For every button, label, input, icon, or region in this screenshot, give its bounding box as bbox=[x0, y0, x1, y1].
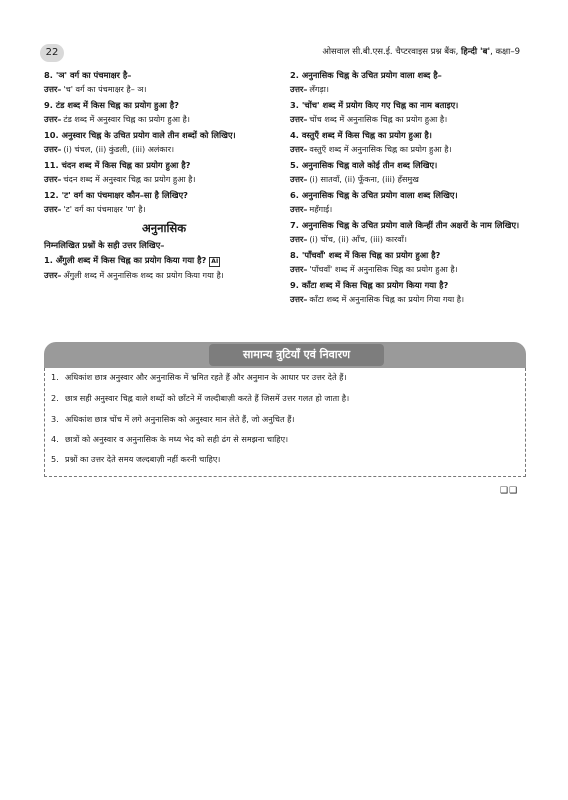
error-text: प्रश्नों का उत्तर देते समय जल्दबाज़ी नहीं करनी चाहिए। bbox=[65, 454, 221, 464]
answer-label: उत्तर– bbox=[44, 174, 62, 184]
question-9: 9. काँटा शब्द में किस चिह्न का प्रयोग किया गया है? bbox=[290, 280, 449, 290]
section-title-anunasik: अनुनासिक bbox=[141, 221, 187, 235]
common-errors-header bbox=[44, 342, 526, 368]
question-4: 4. वस्तुएँ शब्द में किस चिह्न का प्रयोग हुआ है। bbox=[290, 130, 432, 140]
answer-label: उत्तर– bbox=[290, 264, 308, 274]
answer-label: उत्तर– bbox=[44, 204, 62, 214]
answer-text: अँगुली शब्द में अनुनासिक शब्द का प्रयोग किया गया है। bbox=[63, 270, 224, 280]
answer-label: उत्तर– bbox=[290, 114, 308, 124]
answer-label: उत्तर– bbox=[290, 84, 308, 94]
answer-text: टंड शब्द में अनुस्वार चिह्न का प्रयोग हुआ है। bbox=[63, 114, 190, 124]
question-10: 10. अनुस्वार चिह्न के उचित प्रयोग वाले तीन शब्दों को लिखिए। bbox=[44, 130, 236, 140]
answer-label: उत्तर– bbox=[290, 204, 308, 214]
answer-label: उत्तर– bbox=[44, 270, 62, 280]
running-head-subject: हिन्दी 'ब' bbox=[461, 47, 491, 57]
running-head-prefix: ओसवाल सी.बी.एस.ई. चैप्टरवाइस प्रश्न बैंक, bbox=[322, 47, 459, 57]
answer-8 bbox=[290, 263, 526, 275]
answer-text: काँटा शब्द में अनुनासिक चिह्न का प्रयोग गिया गया है। bbox=[309, 294, 465, 304]
error-number: 5. bbox=[51, 454, 59, 464]
question-8: 8. 'पाँचवाँ' शब्द में किस चिह्न का प्रयोग हुआ है? bbox=[290, 250, 441, 260]
error-text: छात्र सही अनुस्वार चिह्न वाले शब्दों को छाँटने में जल्दीबाज़ी करते हैं जिसमें उत्तर गलत हो जाता है। bbox=[65, 393, 350, 403]
answer-label: उत्तर– bbox=[44, 84, 62, 94]
error-number: 3. bbox=[51, 414, 59, 424]
error-item bbox=[51, 372, 347, 383]
error-item bbox=[51, 393, 349, 404]
answer-1 bbox=[44, 269, 284, 281]
answer-text: 'पाँचवाँ' शब्द में अनुनासिक चिह्न का प्रयोग हुआ है। bbox=[309, 264, 458, 274]
page-number: 22 bbox=[40, 44, 64, 62]
answer-text: (i) चंचल, (ii) कुंडली, (iii) अलंकार। bbox=[63, 144, 175, 154]
answer-9 bbox=[44, 113, 284, 125]
question-1-text: 1. अँगुली शब्द में किस चिह्न का प्रयोग किया गया है? bbox=[44, 255, 207, 265]
section-instruction: निम्नलिखित प्रश्नों के सही उत्तर लिखिए– bbox=[44, 240, 165, 250]
answer-text: चंदन शब्द में अनुस्वार चिह्न का प्रयोग हुआ है। bbox=[63, 174, 196, 184]
error-number: 1. bbox=[51, 372, 59, 382]
answer-7 bbox=[290, 233, 526, 245]
answer-10 bbox=[44, 143, 284, 155]
answer-text: महँगाई। bbox=[309, 204, 333, 214]
right-column bbox=[290, 66, 526, 309]
answer-label: उत्तर– bbox=[290, 294, 308, 304]
answer-3 bbox=[290, 113, 526, 125]
error-text: अधिकांश छात्र अनुस्वार और अनुनासिक में भ्रमित रहते हैं और अनुमान के आधार पर उत्तर देते हैं। bbox=[65, 372, 347, 382]
answer-6 bbox=[290, 203, 526, 215]
end-mark-icon: ❑❑ bbox=[500, 486, 519, 496]
common-errors-title: सामान्य त्रुटियाँ एवं निवारण bbox=[209, 344, 384, 366]
error-text: अधिकांश छात्र चोंच में लगे अनुनासिक को अनुस्वार मान लेते हैं, जो अनुचित हैं। bbox=[65, 414, 295, 424]
running-head bbox=[322, 46, 520, 57]
answer-11 bbox=[44, 173, 284, 185]
answer-text: चोंच शब्द में अनुनासिक चिह्न का प्रयोग हुआ है। bbox=[309, 114, 448, 124]
answer-text: लँगड़ा। bbox=[309, 84, 329, 94]
question-3: 3. 'चोंच' शब्द में प्रयोग किए गए चिह्न का नाम बताइए। bbox=[290, 100, 459, 110]
answer-text: वस्तुएँ शब्द में अनुनासिक चिह्न का प्रयोग हुआ है। bbox=[309, 144, 452, 154]
error-item bbox=[51, 454, 220, 465]
answer-label: उत्तर– bbox=[44, 144, 62, 154]
error-item bbox=[51, 414, 295, 425]
running-head-suffix: , कक्षा–9 bbox=[490, 47, 520, 57]
question-12: 12. 'ट' वर्ग का पंचमाक्षर कौन–सा है लिखिए? bbox=[44, 190, 188, 200]
error-number: 4. bbox=[51, 434, 59, 444]
question-11: 11. चंदन शब्द में किस चिह्न का प्रयोग हुआ है? bbox=[44, 160, 191, 170]
question-5: 5. अनुनासिक चिह्न वाले कोई तीन शब्द लिखिए। bbox=[290, 160, 438, 170]
answer-label: उत्तर– bbox=[290, 144, 308, 154]
answer-8 bbox=[44, 83, 284, 95]
question-1 bbox=[44, 254, 284, 267]
answer-12 bbox=[44, 203, 284, 215]
ai-badge: AI bbox=[211, 258, 219, 265]
error-item bbox=[51, 434, 288, 445]
error-number: 2. bbox=[51, 393, 59, 403]
question-8: 8. 'ञ' वर्ग का पंचमाक्षर है– bbox=[44, 70, 132, 80]
answer-5 bbox=[290, 173, 526, 185]
question-7: 7. अनुनासिक चिह्न के उचित प्रयोग वाले किन्हीं तीन अक्षरों के नाम लिखिए। bbox=[290, 220, 520, 230]
answer-2 bbox=[290, 83, 526, 95]
question-9: 9. टंड शब्द में किस चिह्न का प्रयोग हुआ है? bbox=[44, 100, 179, 110]
answer-9 bbox=[290, 293, 526, 305]
answer-text: (i) चोंच, (ii) आँच, (iii) कारवाँ। bbox=[309, 234, 407, 244]
answer-text: 'ट' वर्ग का पंचमाक्षर 'ण' है। bbox=[63, 204, 146, 214]
answer-text: (i) सातवाँ, (ii) फूँकना, (iii) हँसमुख bbox=[309, 174, 419, 184]
common-errors-box bbox=[44, 368, 526, 477]
left-column bbox=[44, 66, 284, 285]
answer-text: 'च' वर्ग का पंचमाक्षर है– ञ। bbox=[63, 84, 147, 94]
question-6: 6. अनुनासिक चिह्न के उचित प्रयोग वाला शब्द लिखिए। bbox=[290, 190, 458, 200]
question-2: 2. अनुनासिक चिह्न के उचित प्रयोग वाला शब्द है– bbox=[290, 70, 442, 80]
answer-4 bbox=[290, 143, 526, 155]
answer-label: उत्तर– bbox=[290, 234, 308, 244]
answer-label: उत्तर– bbox=[44, 114, 62, 124]
answer-label: उत्तर– bbox=[290, 174, 308, 184]
error-text: छात्रों को अनुस्वार व अनुनासिक के मध्य भेद को सही ढंग से समझना चाहिए। bbox=[65, 434, 289, 444]
